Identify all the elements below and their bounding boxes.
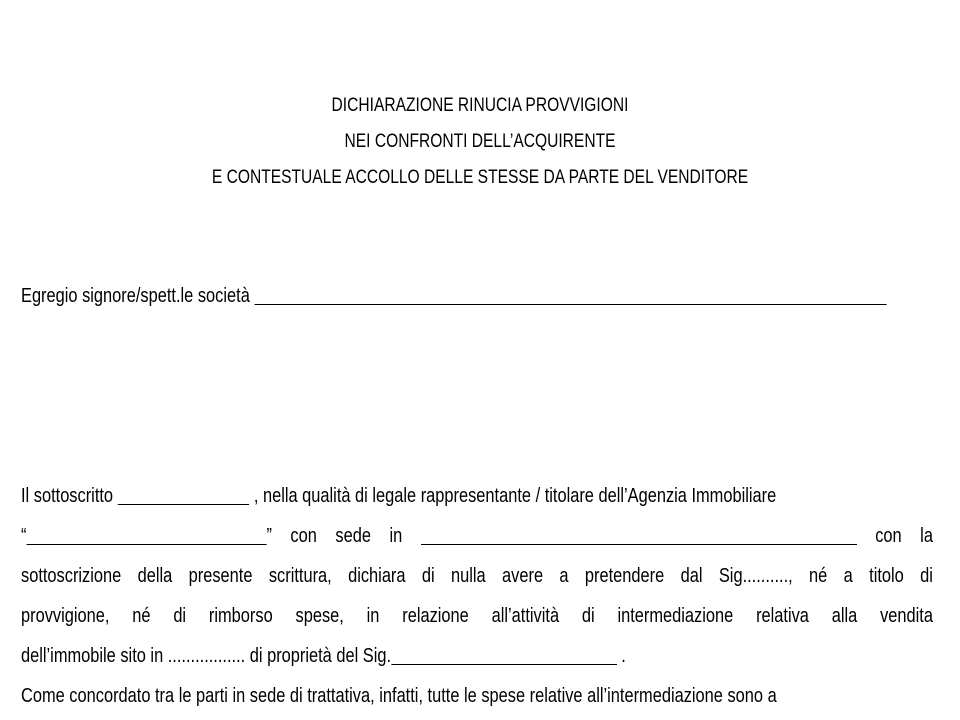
- body-text: .: [616, 644, 626, 667]
- recipient-blank[interactable]: [255, 284, 887, 305]
- word: Sig..........,: [718, 564, 793, 587]
- body-text: Come concordato tra le parti in sede di trattativa, infatti, tutte le spese relative all’intermediazione sono a: [21, 684, 777, 707]
- word: spese,: [295, 604, 344, 627]
- word: in: [366, 604, 380, 627]
- word: provvigione,: [21, 604, 110, 627]
- word: sede: [335, 524, 371, 547]
- word: a: [843, 564, 853, 587]
- document-title: [0, 88, 960, 196]
- word: intermediazione: [617, 604, 734, 627]
- word: dichiara: [348, 564, 406, 587]
- word: alla: [831, 604, 858, 627]
- word: avere: [502, 564, 544, 587]
- word: né: [809, 564, 828, 587]
- word: rimborso: [208, 604, 273, 627]
- body-line-2: [21, 524, 933, 548]
- body-line-4: [21, 604, 933, 628]
- word: con: [875, 524, 902, 547]
- owner-name-blank[interactable]: [391, 644, 617, 665]
- body-line-3: [21, 564, 933, 588]
- body-line-5: [21, 644, 751, 668]
- word: di: [421, 564, 435, 587]
- body-line-6: [21, 684, 777, 708]
- salutation-line: [21, 284, 751, 308]
- word: presente: [188, 564, 253, 587]
- word: in: [389, 524, 403, 547]
- word: sottoscrizione: [21, 564, 122, 587]
- title-line-2: NEI CONFRONTI DELL’ACQUIRENTE: [344, 131, 616, 152]
- word: a: [559, 564, 569, 587]
- word: la: [920, 524, 933, 547]
- word: né: [132, 604, 151, 627]
- word: nulla: [451, 564, 486, 587]
- word: scrittura,: [268, 564, 332, 587]
- agency-name-field: [21, 524, 272, 548]
- body-text: dell’immobile sito in ................. di proprietà del Sig.: [21, 644, 392, 667]
- undersigned-name-blank[interactable]: [118, 484, 249, 505]
- word: vendita: [880, 604, 933, 627]
- open-quote: “: [21, 524, 27, 547]
- body-text: , nella qualità di legale rappresentante / titolare dell’Agenzia Immobiliare: [253, 484, 777, 507]
- word: relativa: [756, 604, 809, 627]
- word: all’attività: [491, 604, 560, 627]
- body-line-1: [21, 484, 777, 508]
- word: di: [173, 604, 187, 627]
- salutation-text: Egregio signore/spett.le società: [21, 284, 250, 307]
- agency-name-blank[interactable]: [26, 524, 266, 545]
- body-text: Il sottoscritto: [21, 484, 114, 507]
- word: titolo: [869, 564, 904, 587]
- headquarters-blank[interactable]: [421, 524, 857, 545]
- title-line-3: E CONTESTUALE ACCOLLO DELLE STESSE DA PARTE DEL VENDITORE: [211, 167, 749, 188]
- word: relazione: [402, 604, 469, 627]
- word: dal: [680, 564, 703, 587]
- word: di: [920, 564, 933, 587]
- word: con: [290, 524, 317, 547]
- word: della: [137, 564, 173, 587]
- word: di: [581, 604, 595, 627]
- word: pretendere: [584, 564, 665, 587]
- title-line-1: DICHIARAZIONE RINUCIA PROVVIGIONI: [331, 95, 629, 116]
- close-quote: ”: [266, 524, 272, 547]
